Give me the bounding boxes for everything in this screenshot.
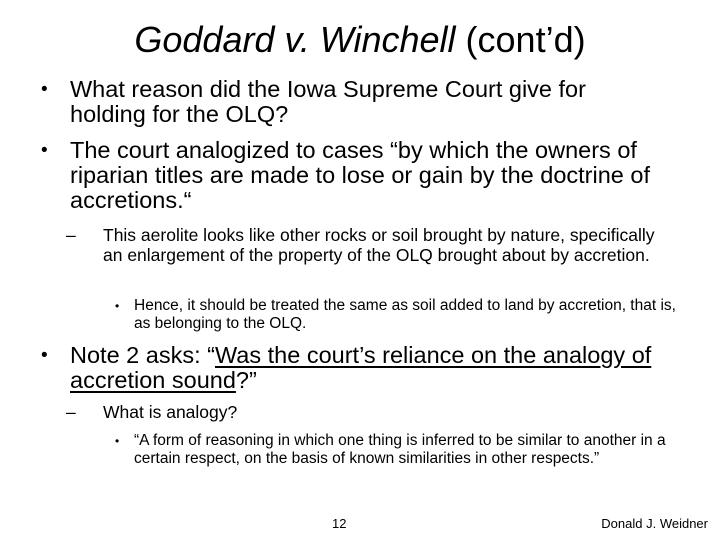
bullet-text: The court analogized to cases “by which the owners of riparian titles are made to lose or gain by the doctrine of accretions.“ xyxy=(70,137,650,213)
dash-symbol: – xyxy=(66,402,76,422)
slide-number: 12 xyxy=(332,516,347,531)
dash-symbol: – xyxy=(66,225,76,245)
bullet-symbol: • xyxy=(115,299,120,313)
bullet-symbol: • xyxy=(41,140,48,161)
sub-sub-bullet-hence xyxy=(115,297,694,333)
sub-bullet-what-is-analogy xyxy=(66,402,663,422)
note-question-underlined: Was the court’s reliance on the analogy of accretion sound xyxy=(70,342,652,393)
bullet-text: What reason did the Iowa Supreme Court give for holding for the OLQ? xyxy=(70,76,586,127)
sub-sub-bullet-text: Hence, it should be treated the same as soil added to land by accretion, that is, as belonging to the OLQ. xyxy=(134,297,676,332)
bullet-symbol: • xyxy=(115,434,120,448)
sub-sub-bullet-definition xyxy=(115,432,694,468)
footer-author: Donald J. Weidner xyxy=(601,516,708,531)
sub-sub-bullet-text: “A form of reasoning in which one thing is inferred to be similar to another in a certain respect, on the basis of known similarities in other respects.” xyxy=(134,432,666,467)
note-suffix: ?” xyxy=(235,367,257,393)
sub-bullet-text: What is analogy? xyxy=(103,402,238,422)
bullet-analogy-cases xyxy=(41,137,670,213)
bullet-symbol: • xyxy=(41,79,48,100)
bullet-symbol: • xyxy=(41,345,48,366)
title-suffix: (cont’d) xyxy=(455,19,586,60)
sub-bullet-text: This aerolite looks like other rocks or soil brought by nature, specifically an enlargement of the property of the OLQ brought about by accretion. xyxy=(103,225,655,265)
bullet-note-2 xyxy=(41,342,670,393)
sub-bullet-aerolite xyxy=(66,225,678,265)
slide-title xyxy=(0,18,720,62)
case-name: Goddard v. Winchell xyxy=(134,19,456,60)
note-prefix: Note 2 asks: “ xyxy=(70,342,215,368)
bullet-question xyxy=(41,76,630,127)
